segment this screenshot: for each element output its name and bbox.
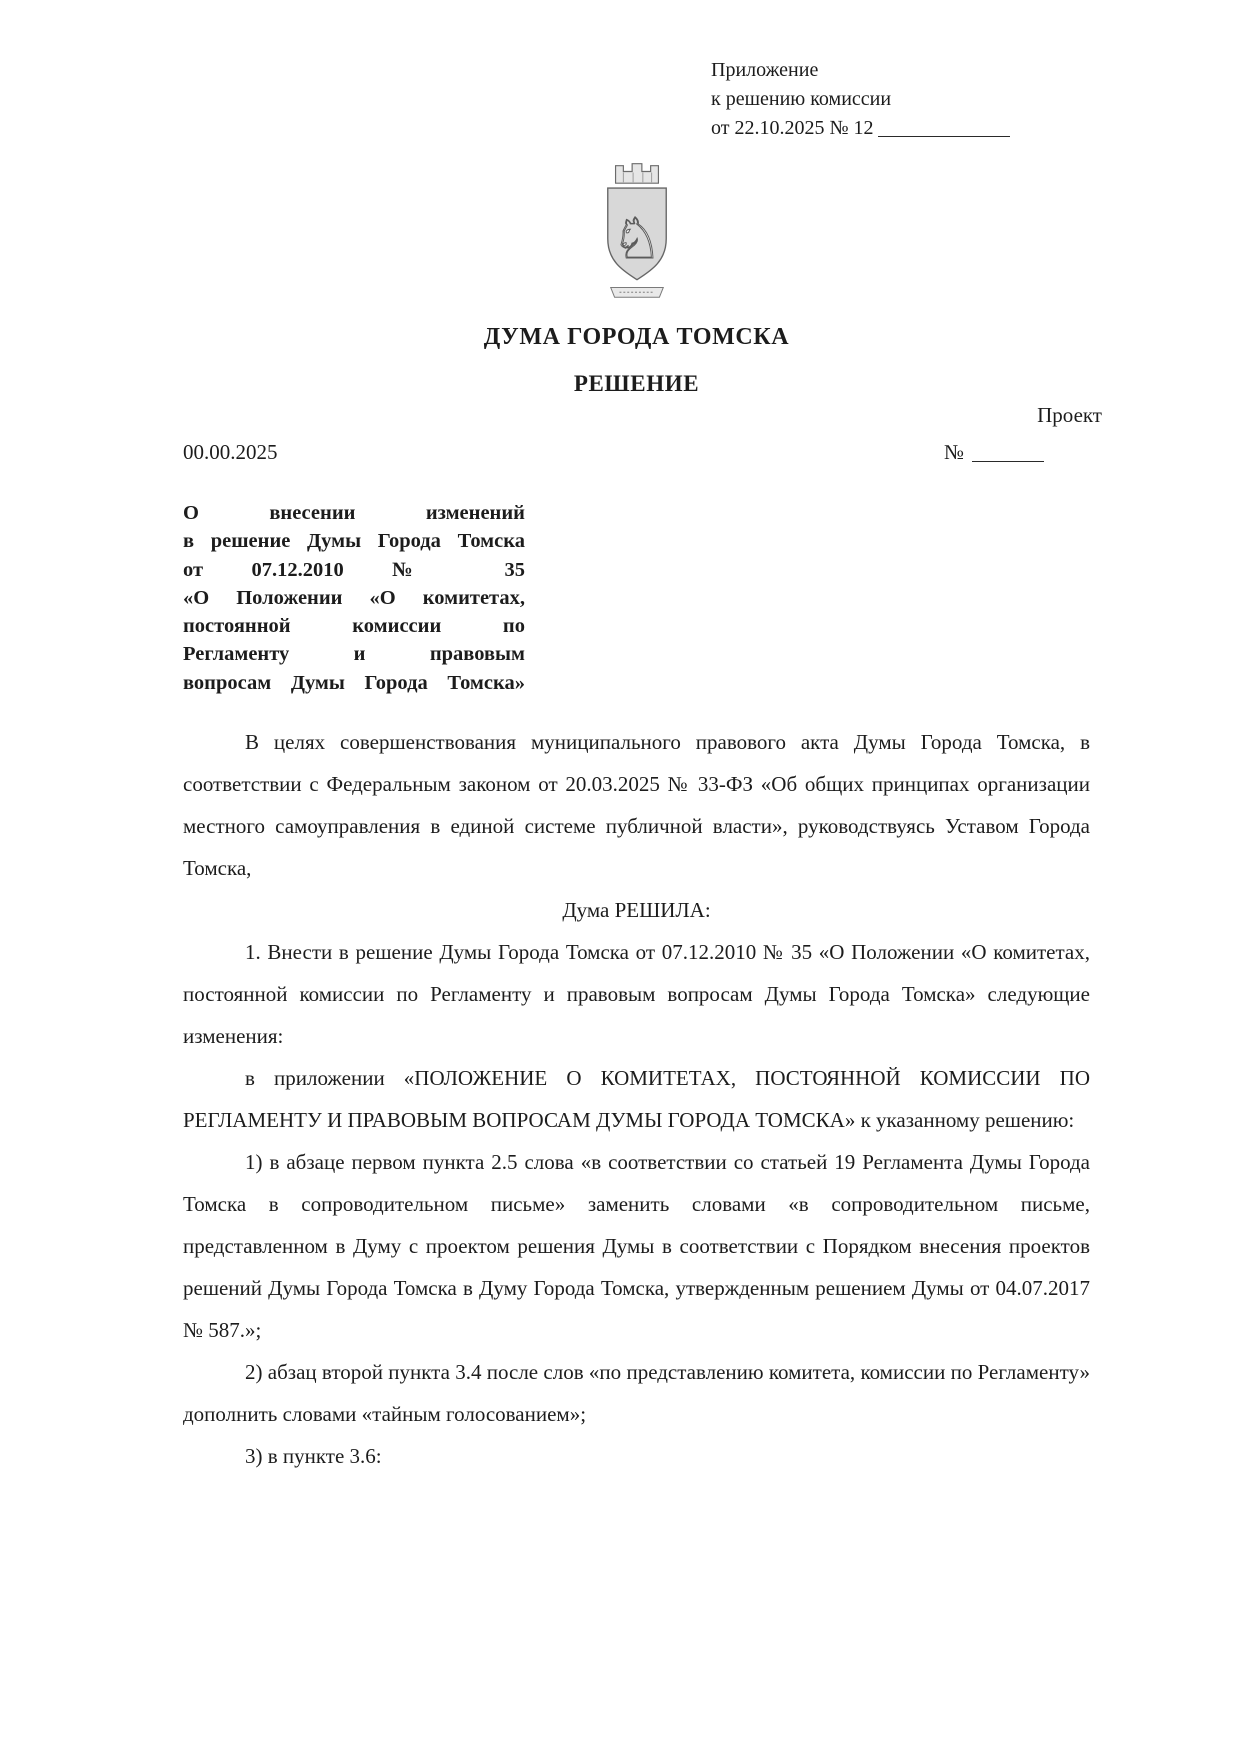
subject-line: в решение Думы Города Томска [183,530,525,553]
coat-of-arms [183,153,1090,310]
crown-icon [615,164,658,183]
blank-underline [972,449,1044,462]
coat-of-arms-graphic [578,153,696,305]
blank-underline [878,124,1010,137]
document-body [183,721,1090,1477]
doc-date: 00.00.2025 [183,440,278,464]
doc-type-title: РЕШЕНИЕ [573,371,700,396]
item-1-intro-paragraph: в приложении «ПОЛОЖЕНИЕ О КОМИТЕТАХ, ПОСТОЯННОЙ КОМИССИИ ПО РЕГЛАМЕНТУ И ПРАВОВЫМ ВОПРОСАМ ДУМЫ ГОРОДА ТОМСКА» к указанному решению: [183,1065,1090,1132]
preamble-paragraph: В целях совершенствования муниципального правового акта Думы Города Томска, в соответствии с Федеральным законом от 20.03.2025 № 33-ФЗ «Об общих принципах организации местного самоуправления в единой системе публичной власти», руководствуясь Уставом Города Томска, [183,729,1090,880]
number-sign: № [943,440,964,464]
subject-line: О внесении изменений [183,502,525,524]
annex-ref-text: от 22.10.2025 № 12 [711,117,874,139]
draft-label: Проект [1037,403,1102,427]
annex-line-1: Приложение [711,59,819,81]
org-title: ДУМА ГОРОДА ТОМСКА [483,324,790,350]
subject-line: вопросам Думы Города Томска» [183,671,525,694]
horse-icon: ♘ [611,209,662,272]
annex-line-3 [711,114,1090,143]
subitem-2-paragraph: 2) абзац второй пункта 3.4 после слов «по представлению комитета, комиссии по Регламенту» дополнить словами «тайным голосованием»; [183,1359,1090,1426]
annex-note [711,56,1090,143]
subject-line: постоянной комиссии по [183,615,525,638]
ribbon-icon [610,287,663,297]
annex-line-2: к решению комиссии [711,88,892,110]
subject-line: «О Положении «О комитетах, [183,586,525,609]
item-1-paragraph: 1. Внести в решение Думы Города Томска от 07.12.2010 № 35 «О Положении «О комитетах, постоянной комиссии по Регламенту и правовым вопросам Думы Города Томска» следующие изменения: [183,939,1090,1048]
meta-row [183,440,1090,465]
subject-line: от 07.12.2010 № 35 [183,558,525,581]
subitem-1-paragraph: 1) в абзаце первом пункта 2.5 слова «в соответствии со статьей 19 Регламента Думы Города Томска в сопроводительном письме» заменить словами «в сопроводительном письме, представленном в Думу с проектом решения Думы в соответствии с Порядком внесения проектов решений Думы Города Томска в Думу Города Томска, утвержденным решением Думы от 04.07.2017 № 587.»; [183,1149,1090,1342]
subitem-3-paragraph: 3) в пункте 3.6: [245,1443,382,1468]
resolution-heading: Дума РЕШИЛА: [562,897,711,922]
subject-block [183,499,525,697]
doc-number [944,440,1044,465]
subject-line: Регламенту и правовым [183,643,525,666]
